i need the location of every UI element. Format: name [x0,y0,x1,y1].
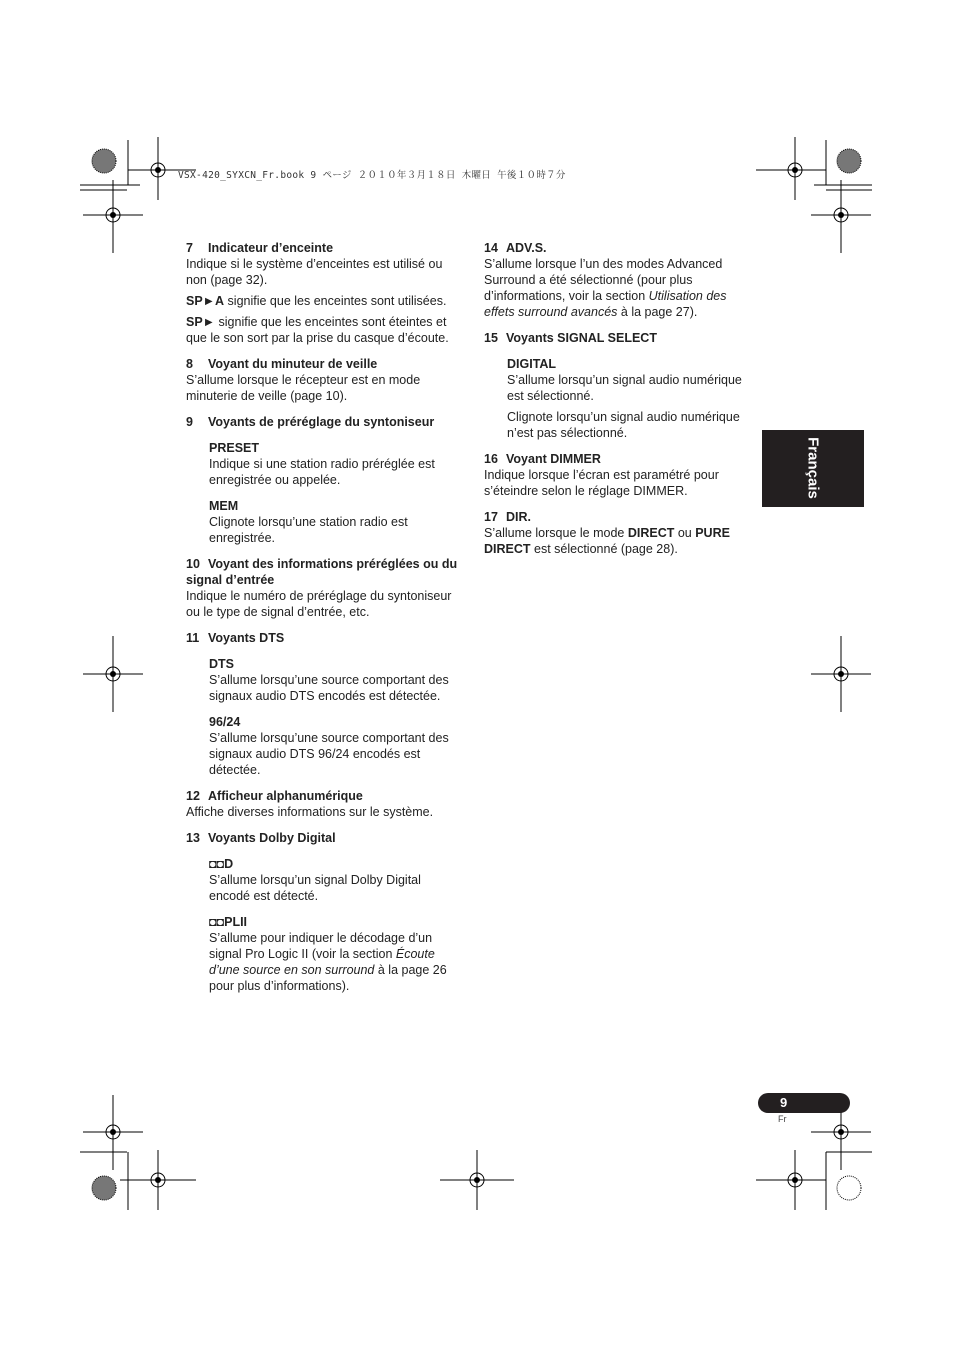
section-16: 16 Voyant DIMMER Indique lorsque l’écran est paramétré pour s’éteindre selon le réglage DIMMER. [484,452,719,498]
section-12: 12 Afficheur alphanumérique Affiche diverses informations sur le système. [186,789,434,819]
section-8: 8 Voyant du minuteur de veille S’allume lorsque le récepteur est en mode minuterie de veille (page 10). [186,357,421,403]
section-14: 14 ADV.S. S’allume lorsque l’un des modes Advanced Surround a été sélectionné (pour plus d’informations, voir la section Utilisation des effets surround avancés à la page 27). [484,241,727,319]
page-language: Fr [778,1114,787,1124]
section-17: 17 DIR. S’allume lorsque le mode DIRECT ou PURE DIRECT est sélectionné (page 28). [484,510,730,556]
right-column [484,240,752,567]
page-number-pill: 9 [758,1093,850,1113]
section-9: 9 Voyants de préréglage du syntoniseur PRESET Indique si une station radio préréglée est enregistrée ou appelée. MEM Clignote lorsqu’une station radio est enregistrée. [186,415,435,545]
language-tab: Français [762,430,864,507]
section-7: 7 Indicateur d’enceinte Indique si le système d’enceintes est utilisé ou non (page 32). SP►A signifie que les enceintes sont utilisées. SP► signifie que les enceintes sont éteintes et que le son sort par la prise du casque d’écoute. [186,241,449,345]
section-10: 10 Voyant des informations préréglées ou du signal d’entrée Indique le numéro de préréglage du syntoniseur ou le type de signal d’entrée, etc. [186,557,458,619]
section-11: 11 Voyants DTS DTS S’allume lorsqu’une source comportant des signaux audio DTS encodés est détectée. 96/24 S’allume lorsqu’une source comportant des signaux audio DTS 96/24 encodés est détectée. [186,631,449,777]
section-13: 13 Voyants Dolby Digital ◘◘D S’allume lorsqu’un signal Dolby Digital encodé est détecté. ◘◘PLII S’allume pour indiquer le décodage d’un signal Pro Logic II (voir la section Écoute d’une source en son surround à la page 26 pour plus d’informations). [186,831,447,993]
dolby-logo-icon: ◘◘ [209,915,225,929]
book-header: VSX-420_SYXCN_Fr.book 9 ページ ２０１０年３月１８日 木曜日 午後１０時７分 [178,170,566,181]
left-column [186,240,464,1004]
section-15: 15 Voyants SIGNAL SELECT DIGITAL S’allume lorsqu’un signal audio numérique est sélectionné. Clignote lorsqu’un signal audio numérique n’est pas sélectionné. [484,331,742,440]
dolby-logo-icon: ◘◘ [209,857,225,871]
